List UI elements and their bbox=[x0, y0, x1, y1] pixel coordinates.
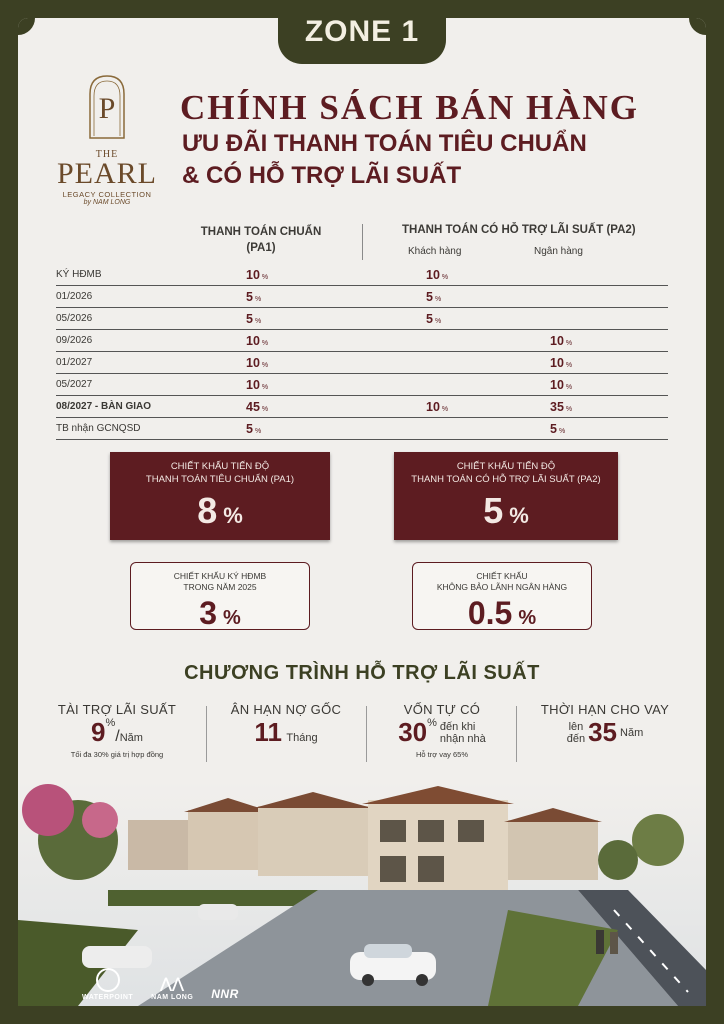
waterpoint-logo: WATERPOINT bbox=[82, 968, 133, 1001]
stat-heading: TÀI TRỢ LÃI SUẤT bbox=[57, 702, 177, 717]
column-header-pa1: THANH TOÁN CHUẨN (PA1) bbox=[200, 226, 322, 254]
page-title: CHÍNH SÁCH BÁN HÀNG bbox=[180, 88, 640, 127]
table-row bbox=[56, 418, 668, 440]
discount-caption: CHIẾT KHẤU KÝ HĐMB TRONG NĂM 2025 bbox=[173, 571, 267, 592]
stat-divider bbox=[206, 706, 207, 762]
stat-note: Tối đa 30% giá trị hợp đồng bbox=[70, 750, 164, 759]
pearl-emblem-icon bbox=[86, 72, 128, 142]
stat-value: 9%/Năm bbox=[91, 717, 143, 747]
cell-pa1: 10 % bbox=[246, 378, 269, 392]
discount-box-pa1 bbox=[110, 452, 330, 540]
stat-heading: VỐN TỰ CÓ bbox=[403, 702, 481, 717]
page-subtitle-2: & CÓ HỖ TRỢ LÃI SUẤT bbox=[182, 162, 462, 189]
stat-heading: ÂN HẠN NỢ GỐC bbox=[230, 702, 342, 717]
svg-text:P: P bbox=[98, 92, 116, 125]
cell-pa1: 5 % bbox=[246, 312, 262, 326]
header-divider bbox=[362, 224, 363, 260]
nnr-logo: NNR bbox=[211, 987, 239, 1001]
cell-bank: 5 % bbox=[550, 422, 566, 436]
corner-notch bbox=[689, 18, 706, 35]
stat-divider bbox=[516, 706, 517, 762]
column-subheader-customer: Khách hàng bbox=[408, 246, 462, 257]
row-label: 05/2026 bbox=[56, 313, 93, 324]
nam-long-icon: ⋀⋀ bbox=[160, 975, 185, 991]
stat-grace-period bbox=[222, 702, 350, 748]
cell-bank: 35 % bbox=[550, 400, 573, 414]
stat-value: lên đến 35 Năm bbox=[566, 717, 644, 747]
row-label: 08/2027 - BÀN GIAO bbox=[56, 401, 152, 412]
cell-pa1: 5 % bbox=[246, 290, 262, 304]
row-label: 05/2027 bbox=[56, 379, 93, 390]
discount-box-signing bbox=[130, 562, 310, 630]
stat-value: 11 Tháng bbox=[254, 717, 318, 747]
cell-customer: 10 % bbox=[426, 400, 449, 414]
discount-value: 3 % bbox=[199, 595, 241, 631]
discount-box-no-bank-guarantee bbox=[412, 562, 592, 630]
discount-box-pa2 bbox=[394, 452, 618, 540]
stat-interest-subsidy bbox=[52, 702, 182, 759]
cell-customer: 5 % bbox=[426, 312, 442, 326]
discount-value: 0.5 % bbox=[467, 595, 537, 631]
cell-bank: 10 % bbox=[550, 334, 573, 348]
discount-caption: CHIẾT KHẤU TIẾN ĐỘ THANH TOÁN TIÊU CHUẨN (PA1) bbox=[145, 461, 295, 485]
logo-name: PEARL bbox=[56, 157, 157, 190]
table-row bbox=[56, 374, 668, 396]
stat-heading: THỜI HẠN CHO VAY bbox=[540, 702, 670, 717]
row-label: KÝ HĐMB bbox=[56, 269, 102, 280]
stat-equity bbox=[378, 702, 506, 759]
column-header-pa2: THANH TOÁN CÓ HỖ TRỢ LÃI SUẤT (PA2) bbox=[402, 224, 636, 236]
row-label: 01/2027 bbox=[56, 357, 93, 368]
logo-collection: LEGACY COLLECTION bbox=[62, 190, 152, 199]
stat-loan-term bbox=[530, 702, 680, 748]
cell-customer: 5 % bbox=[426, 290, 442, 304]
row-label: TB nhận GCNQSD bbox=[56, 423, 141, 434]
cell-pa1: 10 % bbox=[246, 356, 269, 370]
table-row bbox=[56, 308, 668, 330]
discount-caption: CHIẾT KHẤU KHÔNG BẢO LÃNH NGÂN HÀNG bbox=[436, 571, 568, 592]
the-pearl-logo bbox=[52, 72, 162, 206]
cell-pa1: 10 % bbox=[246, 334, 269, 348]
cell-pa1: 45 % bbox=[246, 400, 269, 414]
column-subheader-bank: Ngân hàng bbox=[534, 246, 583, 257]
cell-bank: 10 % bbox=[550, 378, 573, 392]
table-row bbox=[56, 330, 668, 352]
cell-customer: 10 % bbox=[426, 268, 449, 282]
waterpoint-icon bbox=[96, 968, 120, 992]
cell-pa1: 5 % bbox=[246, 422, 262, 436]
stat-value: 30 % đến khi nhận nhà bbox=[398, 717, 486, 747]
discount-value: 5 % bbox=[483, 490, 529, 531]
discount-value: 8 % bbox=[197, 490, 243, 531]
row-label: 01/2026 bbox=[56, 291, 93, 302]
discount-caption: CHIẾT KHẤU TIẾN ĐỘ THANH TOÁN CÓ HỖ TRỢ LÃI SUẤT (PA2) bbox=[411, 461, 601, 485]
stat-note: Hỗ trợ vay 65% bbox=[415, 750, 469, 759]
logo-by: by NAM LONG bbox=[83, 199, 131, 206]
page-subtitle-1: ƯU ĐÃI THANH TOÁN TIÊU CHUẨN bbox=[182, 130, 587, 157]
table-row bbox=[56, 396, 668, 418]
stat-divider bbox=[366, 706, 367, 762]
partner-logos bbox=[82, 968, 239, 1001]
cell-bank: 10 % bbox=[550, 356, 573, 370]
logo-the: THE bbox=[95, 149, 119, 160]
row-label: 09/2026 bbox=[56, 335, 93, 346]
zone-label: ZONE 1 bbox=[278, 0, 446, 64]
table-row bbox=[56, 352, 668, 374]
nam-long-logo: ⋀⋀ NAM LONG bbox=[151, 975, 194, 1001]
table-row bbox=[56, 264, 668, 286]
cell-pa1: 10 % bbox=[246, 268, 269, 282]
table-row bbox=[56, 286, 668, 308]
support-program-title: CHƯƠNG TRÌNH HỖ TRỢ LÃI SUẤT bbox=[184, 662, 540, 684]
corner-notch bbox=[18, 18, 35, 35]
